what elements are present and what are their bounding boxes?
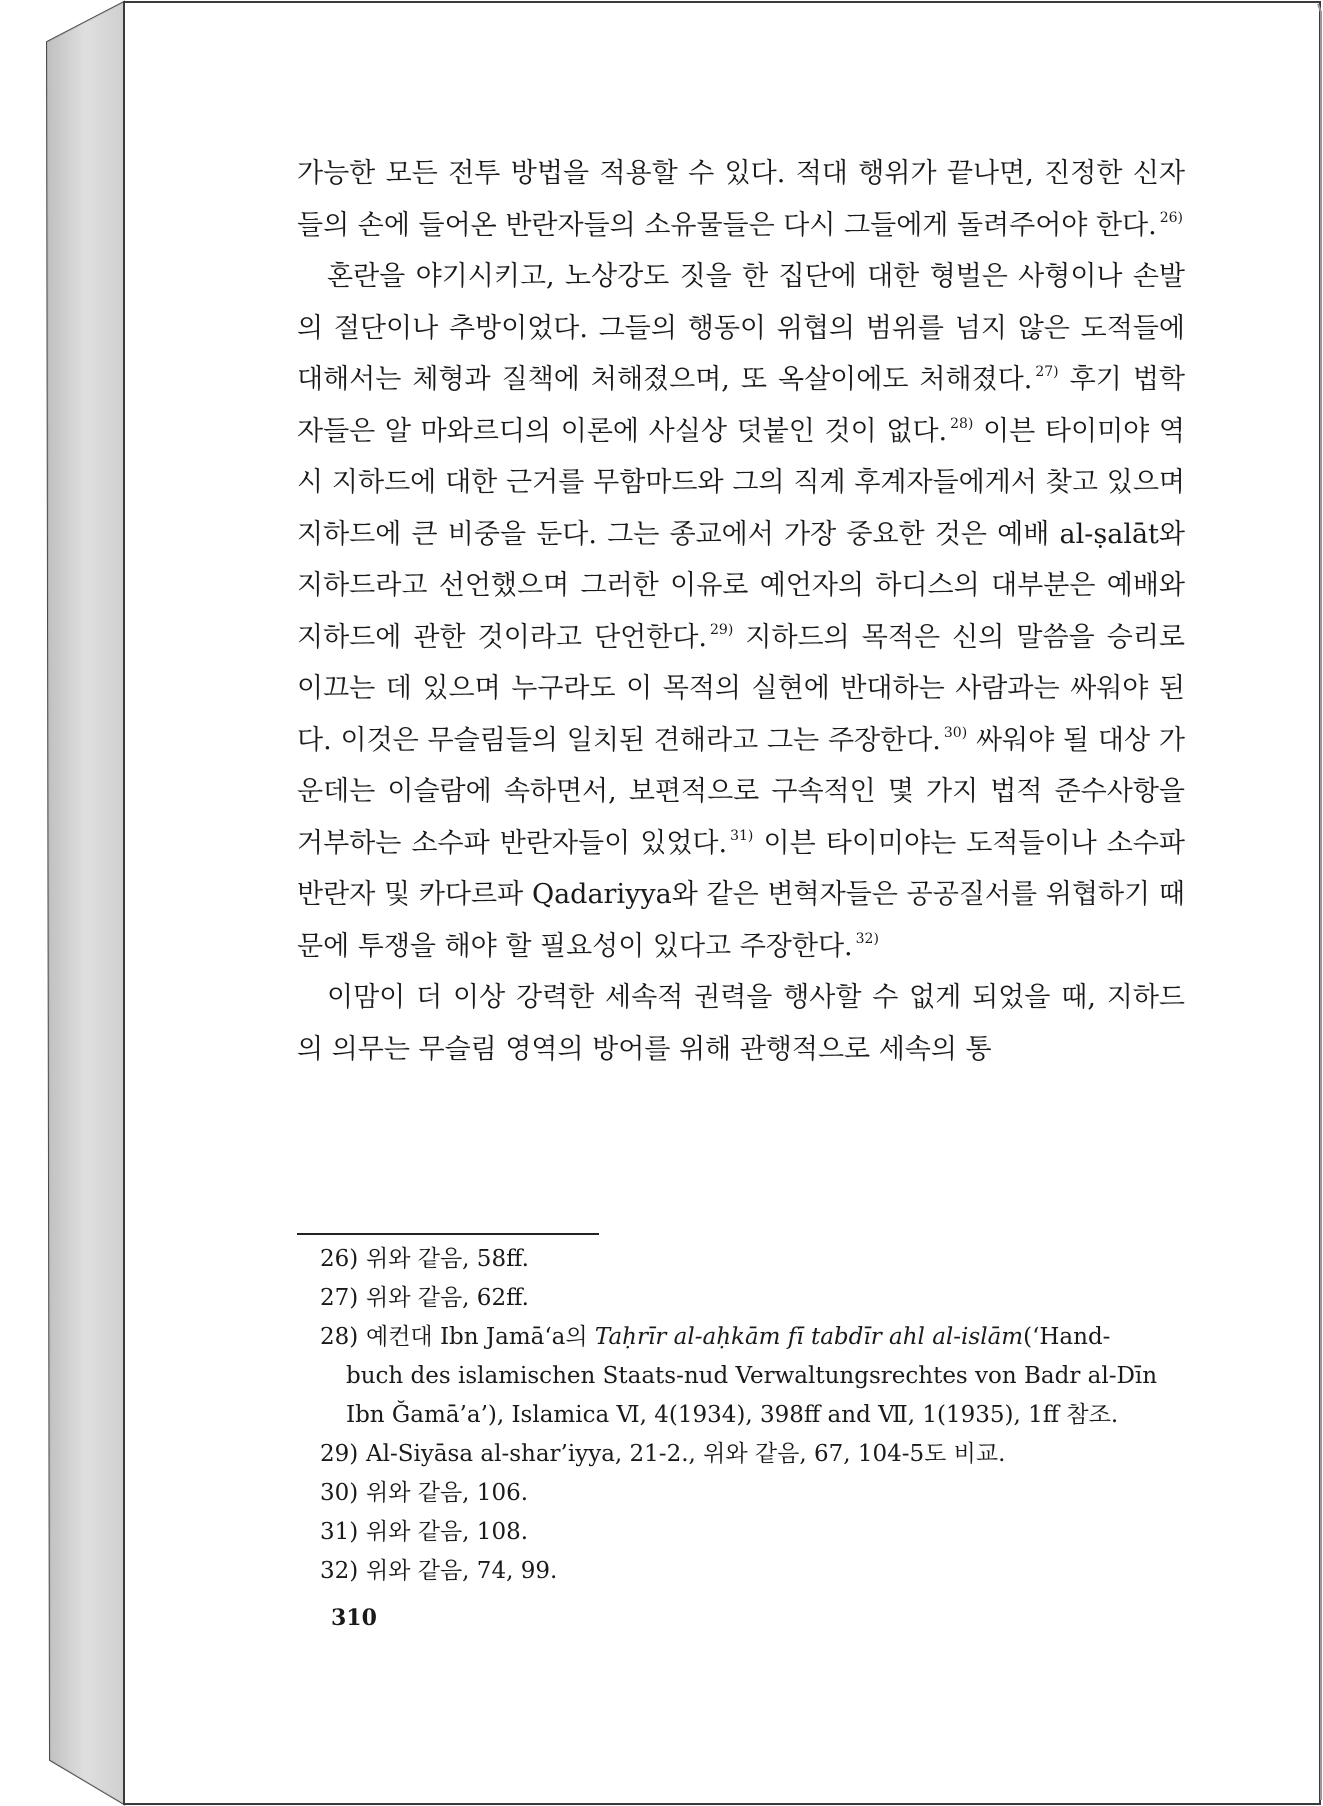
paragraph-text: 후기 법학자들은 알 마와르디의 이론에 사실상 덧붙인 것이 없다.: [297, 364, 1185, 447]
footnote-continuation: Ibn Ğamā’a’), Islamica Ⅵ, 4(1934), 398ff and Ⅶ, 1(1935), 1ff 참조.: [346, 1402, 1119, 1428]
footnote-number: 26): [320, 1246, 359, 1272]
paragraph-text: 이븐 타이미야는 도적들이나 소수파 반란자 및 카다르파 Qadariyya와 같은 변혁자들은 공공질서를 위협하기 때문에 투쟁을 해야 할 필요성이 있다고 주장한다.: [297, 827, 1186, 962]
footnote-item: [320, 1240, 1188, 1279]
footnote-ref[interactable]: 26): [1159, 209, 1183, 226]
footnote-item: [320, 1279, 1188, 1318]
footnote-text: 위와 같음, 108.: [366, 1519, 529, 1545]
footnote-text: 위와 같음, 106.: [366, 1480, 529, 1506]
footnote-number: 27): [320, 1285, 359, 1311]
footnote-number: 30): [320, 1480, 359, 1506]
footnote-number: 32): [320, 1558, 359, 1584]
footnote-ref[interactable]: 32): [855, 930, 879, 947]
paragraph-3: [297, 972, 1185, 1075]
footnote-ref[interactable]: 28): [950, 415, 974, 432]
footnote-ref[interactable]: 27): [1035, 364, 1059, 380]
footnote-item: [320, 1552, 1188, 1591]
paragraph-text: 이븐 타이미야 역시 지하드에 대한 근거를 무함마드와 그의 직계 후계자들에게서 찾고 있으며 지하드에 큰 비중을 둔다. 그는 종교에서 가장 중요한 것은 예배 al-ṣalāt와 지하드라고 선언했으며 그러한 이유로 예언자의 하디스의 대부분은 예배와 지하드에 관한 것이라고 단언한다.: [297, 415, 1185, 653]
footnote-item: [320, 1513, 1188, 1552]
footnote-item: [320, 1435, 1188, 1474]
footnote-divider: [297, 1233, 599, 1235]
paragraph-2: [297, 251, 1185, 972]
footnote-text: 위와 같음, 74, 99.: [366, 1558, 558, 1584]
body-text: [297, 148, 1185, 1075]
footnote-text: Al-Siyāsa al-shar’iyya, 21-2., 위와 같음, 67, 104-5도 비교.: [366, 1441, 1006, 1467]
footnote-item: [320, 1318, 1188, 1435]
paragraph-text: 지하드의 목적은 신의 말씀을 승리로 이끄는 데 있으며 누구라도 이 목적의 실현에 반대하는 사람과는 싸워야 된다. 이것은 무슬림들의 일치된 견해라고 그는 주장한다.: [297, 621, 1185, 756]
footnote-text: 예컨대 Ibn Jamā‘a의: [366, 1324, 595, 1350]
paragraph-text: 가능한 모든 전투 방법을 적용할 수 있다. 적대 행위가 끝나면, 진정한 신자들의 손에 들어온 반란자들의 소유물들은 다시 그들에게 돌려주어야 한다.: [297, 158, 1185, 241]
paragraph-text: 혼란을 야기시키고, 노상강도 짓을 한 집단에 대한 형벌은 사형이나 손발의 절단이나 추방이었다. 그들의 행동이 위협의 범위를 넘지 않은 도적들에 대해서는 체형과 질책에 처해졌으며, 또 옥살이에도 처해졌다.: [297, 261, 1185, 395]
footnotes-list: [320, 1240, 1188, 1591]
footnote-item: [320, 1474, 1188, 1513]
paragraph-text: 이맘이 더 이상 강력한 세속적 권력을 행사할 수 없게 되었을 때, 지하드의 의무는 무슬림 영역의 방어를 위해 관행적으로 세속의 통: [297, 982, 1185, 1065]
footnote-number: 29): [320, 1441, 359, 1467]
footnote-continuation: buch des islamischen Staats-nud Verwaltungsrechtes von Badr al-Dīn: [346, 1363, 1158, 1389]
footnote-number: 31): [320, 1519, 359, 1545]
footnote-ref[interactable]: 29): [710, 621, 734, 638]
footnote-ref[interactable]: 30): [943, 724, 968, 741]
paragraph-text: 싸워야 될 대상 가운데는 이슬람에 속하면서, 보편적으로 구속적인 몇 가지 법적 준수사항을 거부하는 소수파 반란자들이 있었다.: [297, 724, 1185, 859]
footnote-text: (‘Hand-: [1023, 1324, 1111, 1350]
page-number: 310: [331, 1605, 377, 1631]
footnote-ref[interactable]: 31): [730, 827, 754, 844]
footnote-text: 위와 같음, 62ff.: [366, 1285, 529, 1311]
footnote-title-italic: Taḥrīr al-aḥkām fī tabdīr ahl al-islām: [594, 1324, 1024, 1350]
footnote-text: 위와 같음, 58ff.: [366, 1246, 529, 1272]
footnote-number: 28): [320, 1324, 359, 1350]
paragraph-1: [297, 148, 1185, 251]
